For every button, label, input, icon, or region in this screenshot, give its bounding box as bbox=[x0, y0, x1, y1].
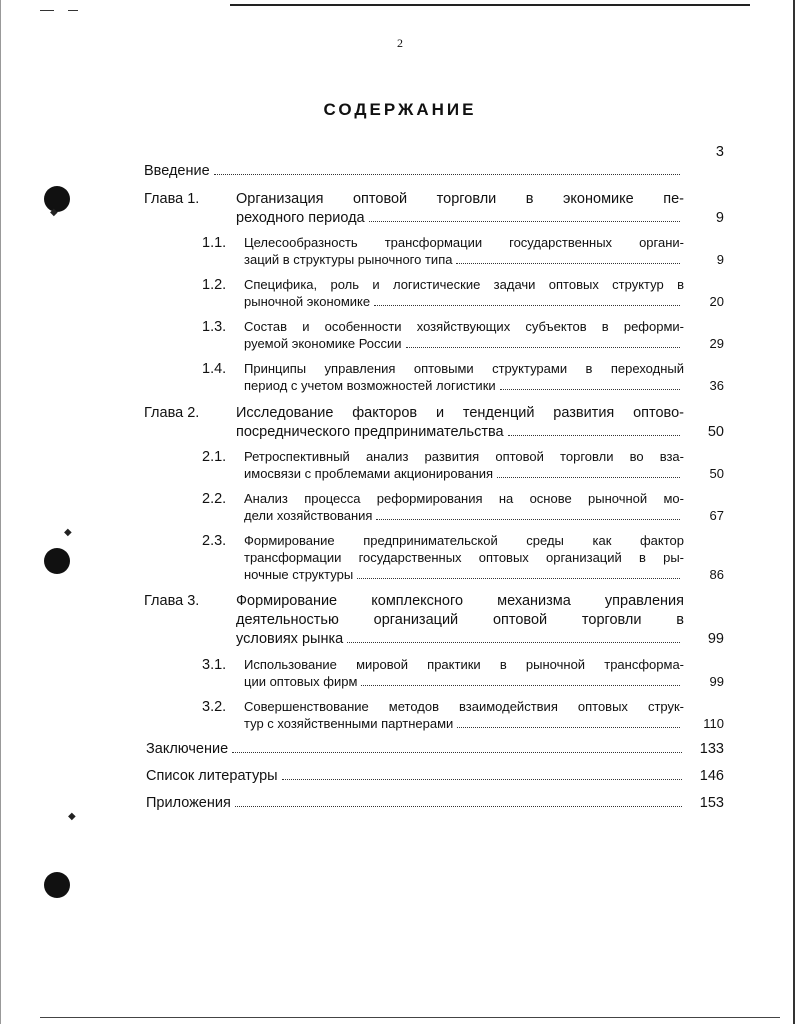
toc-entry-title-last: ночные структуры bbox=[244, 567, 354, 582]
dot-leader bbox=[235, 806, 682, 807]
toc-page-number: 146 bbox=[699, 768, 724, 784]
section-number: 1.3. bbox=[202, 319, 227, 335]
toc-entry-section-1-1[interactable] bbox=[144, 234, 724, 268]
toc-entry-section-3-2[interactable] bbox=[144, 698, 724, 732]
dot-leader bbox=[457, 727, 680, 728]
section-number: 1.1. bbox=[202, 235, 227, 251]
toc-entry-chapter-1[interactable] bbox=[144, 190, 724, 228]
toc-entry-appendix[interactable] bbox=[146, 794, 724, 813]
toc-entry-title-last: имосвязи с проблемами акционирования bbox=[244, 466, 494, 481]
scan-mark bbox=[68, 10, 78, 11]
toc-page-number: 3 bbox=[715, 144, 724, 160]
toc-entry-title: Введение bbox=[144, 163, 210, 179]
toc-entry-section-2-1[interactable] bbox=[144, 448, 724, 482]
scan-speck: ◆ bbox=[68, 811, 76, 822]
section-number: 2.2. bbox=[202, 491, 227, 507]
toc-entry-title-last: заций в структуры рыночного типа bbox=[244, 252, 453, 267]
toc-entry-title-line: Целесообразность трансформации государственных органи- bbox=[244, 235, 684, 250]
dot-leader bbox=[369, 221, 680, 222]
chapter-label: Глава 1. bbox=[144, 191, 200, 207]
toc-entry-title-last: дели хозяйствования bbox=[244, 508, 373, 523]
section-number: 3.2. bbox=[202, 699, 227, 715]
page-number: 2 bbox=[397, 36, 403, 50]
toc-entry-title-line: Исследование факторов и тенденций развития оптово- bbox=[236, 405, 684, 421]
toc-entry-title-last: посреднического предпринимательства bbox=[236, 424, 504, 440]
toc-entry-section-1-4[interactable] bbox=[144, 360, 724, 394]
dot-leader bbox=[347, 642, 680, 643]
toc-page-number: 86 bbox=[709, 567, 724, 582]
toc-entry-bibliography[interactable] bbox=[146, 767, 724, 786]
scan-border-left bbox=[0, 0, 1, 1024]
section-number: 1.2. bbox=[202, 277, 227, 293]
toc-page-number: 99 bbox=[707, 631, 724, 647]
toc-entry-title-last: реходного периода bbox=[236, 210, 365, 226]
dot-leader bbox=[456, 263, 680, 264]
toc-entry-title-last: условиях рынка bbox=[236, 631, 344, 647]
toc-entry-title-line: трансформации государственных оптовых организаций в ры- bbox=[244, 550, 684, 565]
toc-page-number: 67 bbox=[709, 508, 724, 523]
toc-page-number: 36 bbox=[709, 378, 724, 393]
dot-leader bbox=[361, 685, 680, 686]
scan-mark bbox=[40, 10, 54, 11]
punch-hole bbox=[44, 872, 70, 898]
toc-page-number: 9 bbox=[716, 252, 724, 267]
chapter-label: Глава 3. bbox=[144, 593, 200, 609]
scan-speck: ◆ bbox=[64, 527, 72, 538]
toc-page-number: 29 bbox=[709, 336, 724, 351]
toc-entry-chapter-2[interactable] bbox=[144, 404, 724, 442]
dot-leader bbox=[232, 752, 682, 753]
toc-entry-title: Приложения bbox=[146, 795, 231, 811]
toc-entry-title: Заключение bbox=[146, 741, 229, 757]
toc-entry-title-line: Специфика, роль и логистические задачи оптовых структур в bbox=[244, 277, 684, 292]
toc-entry-title-last: руемой экономике России bbox=[244, 336, 402, 351]
scan-border-bottom bbox=[40, 1017, 780, 1018]
section-number: 1.4. bbox=[202, 361, 227, 377]
dot-leader bbox=[508, 435, 680, 436]
toc-entry-title-last: ции оптовых фирм bbox=[244, 674, 358, 689]
toc-entry-section-1-2[interactable] bbox=[144, 276, 724, 310]
scan-border-top bbox=[230, 4, 750, 6]
dot-leader bbox=[214, 174, 680, 175]
toc-entry-title-line: Ретроспективный анализ развития оптовой торговли во вза- bbox=[244, 449, 684, 464]
section-number: 3.1. bbox=[202, 657, 227, 673]
toc-entry-title-line: Совершенствование методов взаимодействия оптовых струк- bbox=[244, 699, 684, 714]
chapter-label: Глава 2. bbox=[144, 405, 200, 421]
toc-entry-title-last: рыночной экономике bbox=[244, 294, 371, 309]
dot-leader bbox=[282, 779, 682, 780]
dot-leader bbox=[497, 477, 680, 478]
section-number: 2.1. bbox=[202, 449, 227, 465]
toc-entry-section-2-2[interactable] bbox=[144, 490, 724, 524]
toc-entry-title-line: Формирование предпринимательской среды как фактор bbox=[244, 533, 684, 548]
toc-entry-chapter-3[interactable] bbox=[144, 592, 724, 649]
section-number: 2.3. bbox=[202, 533, 227, 549]
dot-leader bbox=[376, 519, 680, 520]
toc-entry-section-3-1[interactable] bbox=[144, 656, 724, 690]
dot-leader bbox=[357, 578, 680, 579]
punch-hole bbox=[44, 548, 70, 574]
scan-speck: ◆ bbox=[50, 207, 58, 218]
toc-page-number: 110 bbox=[703, 716, 724, 731]
toc-entry-title-line: деятельностью организаций оптовой торговли в bbox=[236, 612, 684, 628]
dot-leader bbox=[406, 347, 680, 348]
toc-entry-title-last: период с учетом возможностей логистики bbox=[244, 378, 496, 393]
toc-entry-title-last: тур с хозяйственными партнерами bbox=[244, 716, 454, 731]
toc-entry-title: Список литературы bbox=[146, 768, 278, 784]
toc-page-number: 50 bbox=[709, 466, 724, 481]
toc-entry-section-1-3[interactable] bbox=[144, 318, 724, 352]
dot-leader bbox=[374, 305, 680, 306]
toc-page-number: 20 bbox=[709, 294, 724, 309]
toc-entry-title-line: Формирование комплексного механизма управления bbox=[236, 593, 684, 609]
page-title: СОДЕРЖАНИЕ bbox=[323, 100, 477, 119]
toc-page-number: 133 bbox=[699, 741, 724, 757]
toc-entry-title-line: Состав и особенности хозяйствующих субъектов в реформи- bbox=[244, 319, 684, 334]
toc-entry-title-line: Использование мировой практики в рыночной трансформа- bbox=[244, 657, 684, 672]
toc-entry-title-line: Принципы управления оптовыми структурами в переходный bbox=[244, 361, 684, 376]
toc-page-number: 99 bbox=[709, 674, 724, 689]
toc-entry-title-line: Анализ процесса реформирования на основе рыночной мо- bbox=[244, 491, 684, 506]
toc-page-number: 50 bbox=[707, 424, 724, 440]
scan-border-right bbox=[793, 0, 795, 1024]
toc-page-number: 9 bbox=[715, 210, 724, 226]
toc-page-number: 153 bbox=[699, 795, 724, 811]
toc-entry-section-2-3[interactable] bbox=[144, 532, 724, 583]
toc-entry-conclusion[interactable] bbox=[146, 740, 724, 759]
dot-leader bbox=[500, 389, 680, 390]
toc-entry-title-line: Организация оптовой торговли в экономике пе- bbox=[236, 191, 684, 207]
